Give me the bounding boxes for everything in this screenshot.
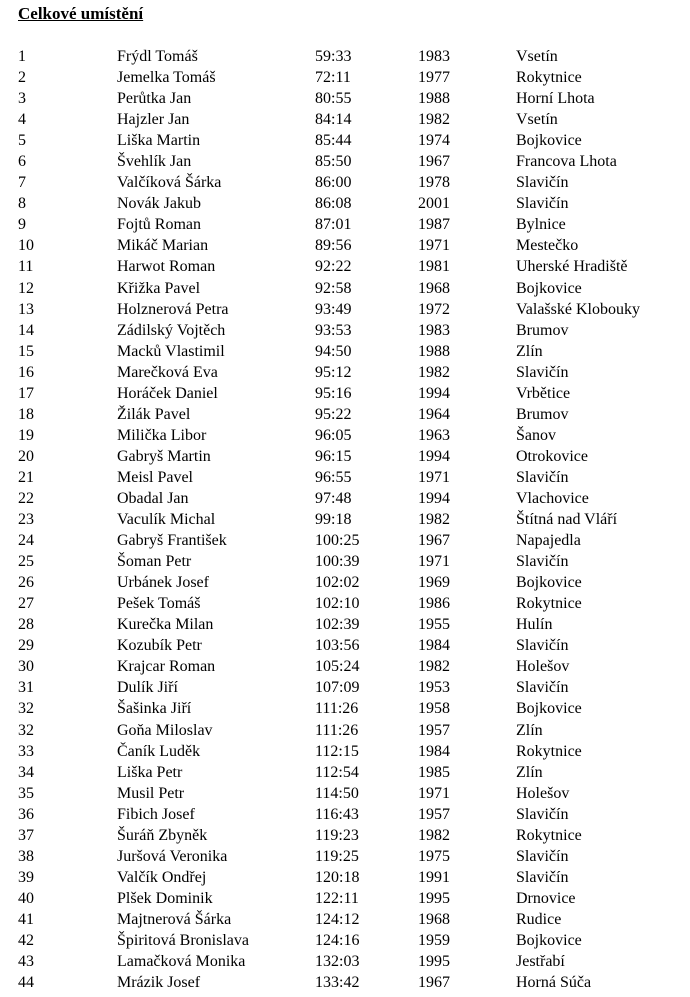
- result-time: 96:05: [315, 426, 352, 444]
- result-name: Pešek Tomáš: [117, 595, 201, 613]
- table-row: [0, 88, 690, 109]
- table-row: [0, 677, 690, 698]
- result-year: 1994: [418, 384, 450, 402]
- result-year: 1982: [418, 826, 450, 844]
- result-year: 1988: [418, 90, 450, 108]
- result-rank: 37: [18, 826, 34, 844]
- result-name: Vaculík Michal: [117, 511, 216, 529]
- result-name: Harwot Roman: [117, 258, 216, 276]
- result-time: 100:25: [315, 532, 360, 550]
- result-rank: 34: [18, 763, 34, 781]
- result-year: 1972: [418, 300, 450, 318]
- table-row: [0, 867, 690, 888]
- result-town: Rokytnice: [516, 595, 582, 613]
- table-row: [0, 214, 690, 235]
- table-row: [0, 446, 690, 467]
- result-time: 111:26: [315, 700, 359, 718]
- result-year: 1971: [418, 237, 450, 255]
- result-town: Slavičín: [516, 847, 569, 865]
- document-title: Celkové umístění: [18, 4, 144, 23]
- table-row: [0, 614, 690, 635]
- result-town: Otrokovice: [516, 447, 588, 465]
- result-year: 1957: [418, 721, 450, 739]
- result-time: 102:02: [315, 574, 360, 592]
- result-town: Rokytnice: [516, 69, 582, 87]
- result-town: Rokytnice: [516, 742, 582, 760]
- result-town: Bojkovice: [516, 700, 582, 718]
- result-rank: 23: [18, 511, 34, 529]
- result-time: 86:08: [315, 195, 352, 213]
- result-name: Liška Petr: [117, 763, 183, 781]
- table-row: [0, 425, 690, 446]
- result-year: 1964: [418, 405, 450, 423]
- result-year: 1959: [418, 931, 450, 949]
- result-rank: 32: [18, 700, 34, 718]
- result-time: 120:18: [315, 868, 360, 886]
- result-rank: 6: [18, 153, 26, 171]
- table-row: [0, 235, 690, 256]
- result-rank: 17: [18, 384, 34, 402]
- result-name: Gabryš Martin: [117, 447, 211, 465]
- result-name: Mikáč Marian: [117, 237, 209, 255]
- result-time: 114:50: [315, 784, 359, 802]
- result-time: 111:26: [315, 721, 359, 739]
- result-year: 1978: [418, 174, 450, 192]
- table-row: [0, 572, 690, 593]
- result-time: 87:01: [315, 216, 352, 234]
- result-name: Musil Petr: [117, 784, 185, 802]
- result-rank: 35: [18, 784, 34, 802]
- result-time: 59:33: [315, 48, 352, 65]
- result-name: Valčík Ondřej: [117, 868, 207, 886]
- result-year: 1984: [418, 637, 450, 655]
- table-row: [0, 930, 690, 951]
- result-rank: 3: [18, 90, 26, 108]
- result-town: Slavičín: [516, 553, 569, 571]
- result-name: Liška Martin: [117, 132, 201, 150]
- result-time: 94:50: [315, 342, 352, 360]
- result-town: Šanov: [516, 426, 556, 444]
- result-name: Plšek Dominik: [117, 889, 213, 907]
- result-year: 1963: [418, 426, 450, 444]
- result-year: 1974: [418, 132, 450, 150]
- table-row: [0, 551, 690, 572]
- result-rank: 8: [18, 195, 26, 213]
- result-name: Dulík Jiří: [117, 679, 178, 697]
- result-rank: 30: [18, 658, 34, 676]
- result-name: Frýdl Tomáš: [117, 48, 198, 65]
- result-year: 1968: [418, 910, 450, 928]
- table-row: [0, 951, 690, 972]
- result-rank: 14: [18, 321, 34, 339]
- result-name: Lamačková Monika: [117, 953, 246, 971]
- result-name: Horáček Daniel: [117, 384, 218, 402]
- result-town: Bojkovice: [516, 931, 582, 949]
- result-name: Kozubík Petr: [117, 637, 202, 655]
- result-rank: 4: [18, 111, 26, 129]
- result-rank: 16: [18, 363, 34, 381]
- result-time: 72:11: [315, 69, 351, 87]
- result-time: 107:09: [315, 679, 360, 697]
- result-rank: 43: [18, 953, 34, 971]
- table-row: [0, 656, 690, 677]
- result-rank: 24: [18, 532, 34, 550]
- result-name: Majtnerová Šárka: [117, 910, 232, 928]
- result-town: Valašské Klobouky: [516, 300, 640, 318]
- result-name: Perůtka Jan: [117, 90, 192, 108]
- table-row: [0, 299, 690, 320]
- result-name: Čaník Luděk: [117, 742, 201, 760]
- result-town: Bojkovice: [516, 574, 582, 592]
- result-town: Štítná nad Vláří: [516, 511, 618, 529]
- result-time: 100:39: [315, 553, 360, 571]
- result-town: Drnovice: [516, 889, 576, 907]
- result-rank: 36: [18, 805, 34, 823]
- result-time: 92:22: [315, 258, 352, 276]
- table-row: [0, 972, 690, 993]
- result-year: 1953: [418, 679, 450, 697]
- result-town: Holešov: [516, 658, 570, 676]
- result-name: Milička Libor: [117, 426, 207, 444]
- table-row: [0, 698, 690, 719]
- table-row: [0, 909, 690, 930]
- result-year: 1971: [418, 553, 450, 571]
- result-name: Juršová Veronika: [117, 847, 228, 865]
- result-year: 1967: [418, 974, 450, 992]
- table-row: [0, 509, 690, 530]
- table-row: [0, 383, 690, 404]
- result-rank: 22: [18, 489, 34, 507]
- result-town: Zlín: [516, 342, 543, 360]
- result-year: 1994: [418, 489, 450, 507]
- result-rank: 5: [18, 132, 26, 150]
- result-year: 1982: [418, 511, 450, 529]
- result-name: Meisl Pavel: [117, 468, 193, 486]
- result-year: 1988: [418, 342, 450, 360]
- table-row: [0, 278, 690, 299]
- result-town: Vsetín: [516, 111, 558, 129]
- table-row: [0, 488, 690, 509]
- result-name: Fibich Josef: [117, 805, 195, 823]
- table-row: [0, 46, 690, 67]
- result-name: Marečková Eva: [117, 363, 218, 381]
- result-name: Kurečka Milan: [117, 616, 214, 634]
- result-town: Slavičín: [516, 805, 569, 823]
- result-town: Slavičín: [516, 468, 569, 486]
- result-year: 1982: [418, 111, 450, 129]
- table-row: [0, 256, 690, 277]
- table-row: [0, 635, 690, 656]
- result-year: 1994: [418, 447, 450, 465]
- result-town: Uherské Hradiště: [516, 258, 628, 276]
- result-time: 102:10: [315, 595, 360, 613]
- result-time: 132:03: [315, 953, 360, 971]
- result-year: 1968: [418, 279, 450, 297]
- result-town: Horná Súča: [516, 974, 592, 992]
- result-name: Šuráň Zbyněk: [117, 826, 208, 844]
- result-town: Slavičín: [516, 174, 569, 192]
- result-town: Vlachovice: [516, 489, 589, 507]
- result-rank: 20: [18, 447, 34, 465]
- table-row: [0, 151, 690, 172]
- result-rank: 12: [18, 279, 34, 297]
- result-time: 93:49: [315, 300, 352, 318]
- result-rank: 19: [18, 426, 34, 444]
- result-year: 1991: [418, 868, 450, 886]
- result-town: Zlín: [516, 763, 543, 781]
- result-time: 92:58: [315, 279, 352, 297]
- result-town: Slavičín: [516, 868, 569, 886]
- result-time: 103:56: [315, 637, 360, 655]
- result-time: 116:43: [315, 805, 359, 823]
- result-town: Jestřabí: [516, 953, 565, 971]
- result-time: 112:54: [315, 763, 359, 781]
- result-year: 1955: [418, 616, 450, 634]
- result-time: 95:22: [315, 405, 352, 423]
- table-row: [0, 888, 690, 909]
- result-town: Slavičín: [516, 195, 569, 213]
- result-time: 133:42: [315, 974, 360, 992]
- result-town: Horní Lhota: [516, 90, 595, 108]
- result-town: Holešov: [516, 784, 570, 802]
- table-row: [0, 720, 690, 741]
- result-name: Šašinka Jiří: [117, 700, 192, 718]
- result-town: Francova Lhota: [516, 153, 617, 171]
- result-time: 96:15: [315, 447, 352, 465]
- result-town: Rudice: [516, 910, 562, 928]
- table-row: [0, 130, 690, 151]
- table-row: [0, 804, 690, 825]
- result-name: Urbánek Josef: [117, 574, 209, 592]
- results-table: [0, 46, 690, 993]
- result-town: Slavičín: [516, 637, 569, 655]
- table-row: [0, 362, 690, 383]
- result-rank: 27: [18, 595, 34, 613]
- result-time: 86:00: [315, 174, 352, 192]
- result-town: Vsetín: [516, 48, 558, 65]
- result-rank: 2: [18, 69, 26, 87]
- result-town: Zlín: [516, 721, 543, 739]
- result-rank: 26: [18, 574, 34, 592]
- result-year: 1981: [418, 258, 450, 276]
- result-time: 99:18: [315, 511, 352, 529]
- result-time: 119:23: [315, 826, 359, 844]
- result-town: Mestečko: [516, 237, 579, 255]
- result-year: 1958: [418, 700, 450, 718]
- result-time: 97:48: [315, 489, 352, 507]
- result-time: 112:15: [315, 742, 359, 760]
- result-rank: 10: [18, 237, 34, 255]
- result-year: 1983: [418, 48, 450, 65]
- result-year: 1984: [418, 742, 450, 760]
- result-rank: 42: [18, 931, 34, 949]
- result-year: 2001: [418, 195, 450, 213]
- result-year: 1995: [418, 953, 450, 971]
- result-rank: 1: [18, 48, 26, 65]
- result-time: 80:55: [315, 90, 352, 108]
- table-row: [0, 320, 690, 341]
- result-rank: 29: [18, 637, 34, 655]
- result-rank: 21: [18, 468, 34, 486]
- result-time: 124:16: [315, 931, 360, 949]
- table-row: [0, 762, 690, 783]
- result-year: 1982: [418, 363, 450, 381]
- result-town: Brumov: [516, 405, 569, 423]
- result-rank: 7: [18, 174, 26, 192]
- result-year: 1986: [418, 595, 450, 613]
- table-row: [0, 341, 690, 362]
- table-row: [0, 530, 690, 551]
- result-town: Slavičín: [516, 363, 569, 381]
- result-year: 1971: [418, 784, 450, 802]
- result-rank: 44: [18, 974, 34, 992]
- table-row: [0, 846, 690, 867]
- result-town: Hulín: [516, 616, 553, 634]
- result-year: 1987: [418, 216, 450, 234]
- result-rank: 40: [18, 889, 34, 907]
- table-row: [0, 404, 690, 425]
- result-rank: 25: [18, 553, 34, 571]
- result-year: 1957: [418, 805, 450, 823]
- result-town: Rokytnice: [516, 826, 582, 844]
- result-time: 105:24: [315, 658, 360, 676]
- result-time: 85:50: [315, 153, 352, 171]
- result-name: Krajcar Roman: [117, 658, 216, 676]
- table-row: [0, 109, 690, 130]
- table-row: [0, 67, 690, 88]
- result-name: Zádilský Vojtěch: [117, 321, 226, 339]
- result-time: 95:16: [315, 384, 352, 402]
- result-rank: 13: [18, 300, 34, 318]
- result-time: 89:56: [315, 237, 352, 255]
- result-time: 95:12: [315, 363, 352, 381]
- result-name: Mrázik Josef: [117, 974, 201, 992]
- result-name: Obadal Jan: [117, 489, 189, 507]
- result-rank: 39: [18, 868, 34, 886]
- result-name: Valčíková Šárka: [117, 174, 222, 192]
- result-year: 1967: [418, 532, 450, 550]
- result-time: 84:14: [315, 111, 352, 129]
- result-name: Jemelka Tomáš: [117, 69, 216, 87]
- table-row: [0, 783, 690, 804]
- result-time: 122:11: [315, 889, 359, 907]
- result-year: 1969: [418, 574, 450, 592]
- result-name: Špiritová Bronislava: [117, 931, 249, 949]
- result-name: Švehlík Jan: [117, 153, 192, 171]
- result-town: Bojkovice: [516, 132, 582, 150]
- result-time: 96:55: [315, 468, 352, 486]
- result-rank: 41: [18, 910, 34, 928]
- result-rank: 11: [18, 258, 34, 276]
- result-name: Macků Vlastimil: [117, 342, 225, 360]
- result-year: 1967: [418, 153, 450, 171]
- result-town: Vrbětice: [516, 384, 571, 402]
- result-town: Napajedla: [516, 532, 581, 550]
- result-name: Křižka Pavel: [117, 279, 201, 297]
- result-rank: 9: [18, 216, 26, 234]
- result-rank: 32: [18, 721, 34, 739]
- result-town: Slavičín: [516, 679, 569, 697]
- result-time: 119:25: [315, 847, 359, 865]
- result-year: 1995: [418, 889, 450, 907]
- result-name: Fojtů Roman: [117, 216, 202, 234]
- result-rank: 33: [18, 742, 34, 760]
- result-year: 1977: [418, 69, 450, 87]
- table-row: [0, 825, 690, 846]
- result-name: Gabryš František: [117, 532, 227, 550]
- result-year: 1975: [418, 847, 450, 865]
- table-row: [0, 172, 690, 193]
- result-rank: 38: [18, 847, 34, 865]
- result-name: Šoman Petr: [117, 553, 192, 571]
- result-time: 93:53: [315, 321, 352, 339]
- result-name: Hajzler Jan: [117, 111, 190, 129]
- result-time: 85:44: [315, 132, 352, 150]
- result-rank: 31: [18, 679, 34, 697]
- table-row: [0, 467, 690, 488]
- result-name: Goňa Miloslav: [117, 721, 213, 739]
- table-row: [0, 193, 690, 214]
- result-town: Brumov: [516, 321, 569, 339]
- result-year: 1982: [418, 658, 450, 676]
- result-name: Holznerová Petra: [117, 300, 229, 318]
- result-rank: 18: [18, 405, 34, 423]
- result-year: 1983: [418, 321, 450, 339]
- table-row: [0, 593, 690, 614]
- result-rank: 15: [18, 342, 34, 360]
- result-time: 102:39: [315, 616, 360, 634]
- result-rank: 28: [18, 616, 34, 634]
- result-town: Bylnice: [516, 216, 566, 234]
- result-time: 124:12: [315, 910, 360, 928]
- result-town: Bojkovice: [516, 279, 582, 297]
- result-name: Žilák Pavel: [117, 405, 191, 423]
- result-year: 1971: [418, 468, 450, 486]
- table-row: [0, 741, 690, 762]
- result-year: 1985: [418, 763, 450, 781]
- result-name: Novák Jakub: [117, 195, 201, 213]
